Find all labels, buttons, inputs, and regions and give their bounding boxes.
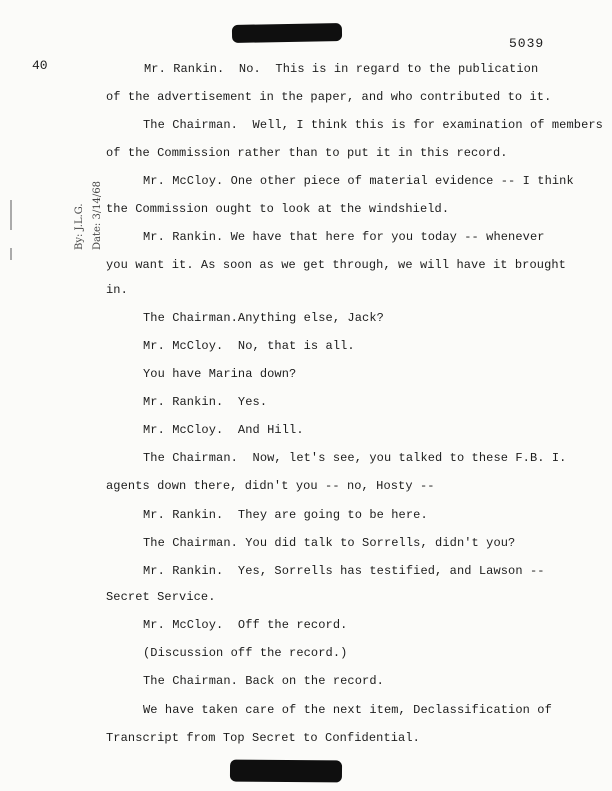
transcript-line: Mr. Rankin. We have that here for you today -- whenever xyxy=(143,230,545,244)
transcript-line: of the advertisement in the paper, and who contributed to it. xyxy=(106,90,552,104)
margin-mark xyxy=(10,200,12,230)
transcript-line: The Chairman. You did talk to Sorrells, didn't you? xyxy=(143,536,516,550)
margin-number: 40 xyxy=(32,58,48,73)
page-number: 5039 xyxy=(509,36,545,51)
transcript-line: The Chairman.Anything else, Jack? xyxy=(143,311,384,325)
transcript-line: Mr. McCloy. No, that is all. xyxy=(143,339,355,353)
margin-mark xyxy=(10,248,12,260)
transcript-line: Mr. Rankin. Yes. xyxy=(143,395,268,409)
transcript-line: of the Commission rather than to put it in this record. xyxy=(106,146,508,160)
transcript-line: Mr. Rankin. No. This is in regard to the publication xyxy=(144,62,539,76)
transcript-line: The Chairman. Back on the record. xyxy=(143,674,384,688)
transcript-line: Mr. Rankin. They are going to be here. xyxy=(143,508,428,522)
transcript-line: in. xyxy=(106,283,128,297)
redaction-bar-bottom xyxy=(230,760,342,783)
transcript-line: Mr. McCloy. And Hill. xyxy=(143,423,304,437)
transcript-line: The Chairman. Well, I think this is for examination of members xyxy=(143,118,603,132)
transcript-line: Mr. McCloy. Off the record. xyxy=(143,618,348,632)
transcript-line: Mr. McCloy. One other piece of material evidence -- I think xyxy=(143,174,574,188)
transcript-line: Secret Service. xyxy=(106,590,216,604)
transcript-line: agents down there, didn't you -- no, Hosty -- xyxy=(106,479,435,493)
transcript-line: Transcript from Top Secret to Confidential. xyxy=(106,731,420,745)
stamp-date: Date: 3/14/68 xyxy=(92,180,103,250)
stamp-by: By: J.L.G. xyxy=(74,203,85,250)
redaction-bar-top xyxy=(232,23,342,43)
transcript-line: the Commission ought to look at the windshield. xyxy=(106,202,450,216)
transcript-line: Mr. Rankin. Yes, Sorrells has testified, and Lawson -- xyxy=(143,564,545,578)
transcript-line: The Chairman. Now, let's see, you talked to these F.B. I. xyxy=(143,451,567,465)
transcript-line: you want it. As soon as we get through, we will have it brought xyxy=(106,258,566,272)
transcript-line: We have taken care of the next item, Declassification of xyxy=(143,703,552,717)
transcript-line: You have Marina down? xyxy=(143,367,297,381)
transcript-line: (Discussion off the record.) xyxy=(143,646,348,660)
